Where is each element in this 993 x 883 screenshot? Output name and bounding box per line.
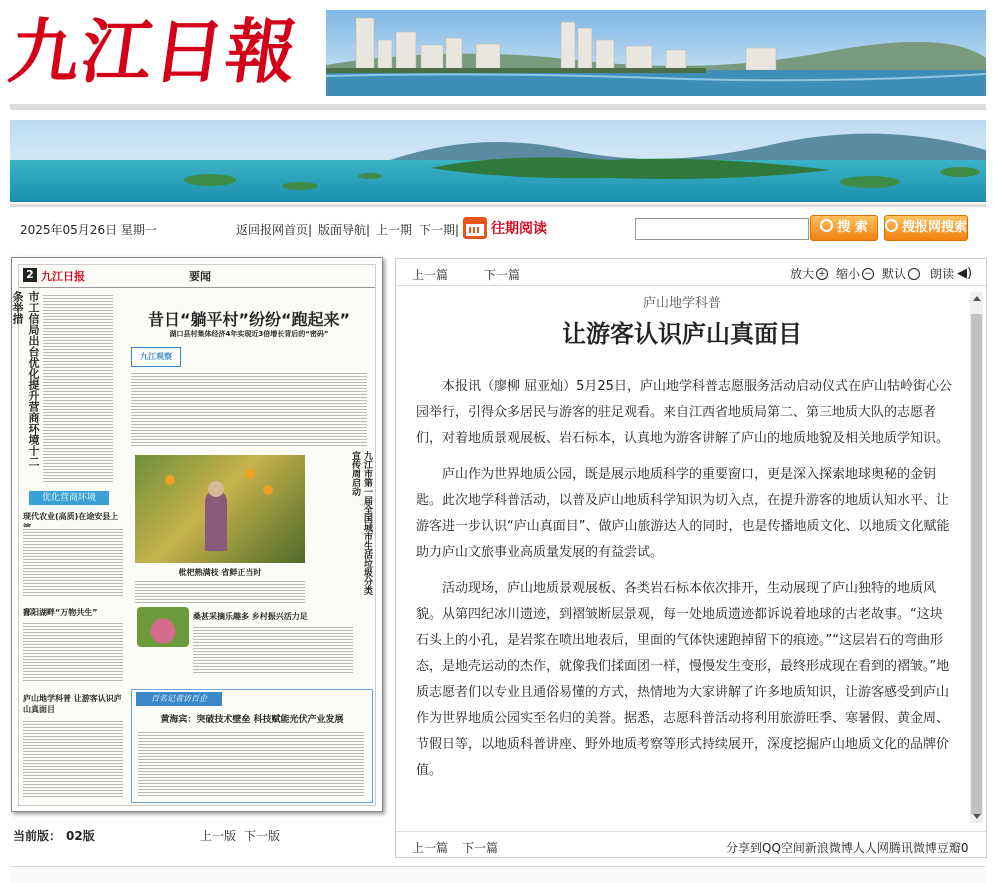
navigation-bar: [10, 213, 986, 243]
scroll-up-icon[interactable]: [973, 296, 981, 301]
left-item-3[interactable]: 庐山地学科普 让游客认识庐山真面目: [23, 694, 122, 714]
newspaper-page-preview[interactable]: [11, 257, 383, 812]
reporter-headline: 黄海宾：突破技术壁垒 科技赋能光伏产业发展: [160, 715, 344, 725]
search-site-button-label: 搜报网搜索: [902, 220, 968, 235]
search-icon: [820, 219, 833, 232]
default-size-button[interactable]: [882, 265, 920, 282]
minus-icon: −: [862, 268, 874, 280]
next-article-link-bottom[interactable]: 下一篇: [462, 841, 499, 855]
lake-panorama-image: [10, 120, 986, 202]
article-text: [416, 374, 953, 794]
newspaper-page: [11, 264, 376, 806]
search-input[interactable]: [635, 218, 809, 240]
read-aloud-label: 朗读: [930, 267, 955, 281]
paper-main-headline[interactable]: 昔日“躺平村”纷纷“跑起来”: [147, 310, 351, 329]
mulberry-photo[interactable]: [137, 607, 189, 647]
scroll-thumb[interactable]: [971, 314, 982, 814]
section-name: 要闻: [189, 270, 211, 283]
left-vertical-headline[interactable]: 市工信局出台优化提升营商环境十二条举措: [11, 291, 40, 467]
zoom-in-button[interactable]: [790, 265, 828, 282]
banner-divider: [10, 204, 986, 207]
reporter-feature-box[interactable]: [131, 689, 373, 803]
article-scrollbar[interactable]: [970, 292, 983, 823]
prev-issue-link[interactable]: 上一期: [376, 223, 413, 237]
home-link[interactable]: 返回报网首页|: [236, 223, 313, 237]
circle-icon: [908, 268, 920, 280]
search-button[interactable]: [810, 215, 878, 241]
edition-value: 02版: [66, 829, 95, 843]
prev-edition-link[interactable]: 上一版: [200, 829, 237, 843]
plus-icon: +: [816, 268, 828, 280]
column-badge: 九江观察: [131, 347, 181, 367]
left-item-1[interactable]: 现代农业(高质)在途安县上: [23, 512, 119, 521]
page-footer: [10, 866, 986, 883]
paper-name: 九江日报: [41, 270, 85, 283]
read-aloud-button[interactable]: [930, 265, 972, 282]
article-footer: [396, 831, 986, 858]
share-links[interactable]: 分享到QQ空间新浪微博人人网腾讯微博豆瓣0: [726, 841, 969, 855]
top-banner-image: [326, 10, 986, 96]
search-button-label: 搜 索: [837, 220, 868, 235]
issue-date: 2025年05月26日 星期一: [20, 223, 157, 237]
article-paragraph: 活动现场，庐山地质景观展板、各类岩石标本依次排开，生动展现了庐山独特的地质风貌。从第四纪冰川遗迹，到褶皱断层景观，每一处地质遗迹都诉说着地球的古老故事。“这块石头上的小孔，是岩浆在喷出地表后，里面的气体快速跑掉留下的痕迹。”“这层岩石的弯曲形态，是地壳运动的杰作，就像我们揉面团一样，慢慢发生变形，最终形成现在看到的褶皱。”地质志愿者们以专业且通俗易懂的方式，热情地为大家讲解了许多地质知识，让游客感受到庐山作为世界地质公园实至名归的美誉。据悉，志愿科普活动将利用旅游旺季、寒暑假、黄金周、节假日等，以地质科普讲座、野外地质考察等形式持续展开，深度挖掘庐山地质文化的品牌价值。: [416, 581, 950, 778]
article-paragraph: 本报讯（廖柳 屈亚灿）5月25日，庐山地学科普志愿服务活动启动仪式在庐山牯岭街心公园举行，引得众多居民与游客的驻足观看。来自江西省地质局第二、第三地质大队的志愿者们，对着地质景观展板、岩石标本，认真地为游客讲解了庐山的地质地貌及相关地质学知识。: [416, 379, 952, 446]
paper-header: [19, 265, 375, 288]
paper-sub-headline: 湖口县村集体经济4年实现近3倍增长背后的“密码”: [169, 330, 329, 338]
article-body: [396, 286, 968, 830]
reporter-badge: 百名记者访百企: [136, 692, 222, 706]
photo-caption: 枇杷熟满枝 省鲜正当时: [178, 568, 262, 577]
article-paragraph: 庐山作为世界地质公园，既是展示地质科学的重要窗口，更是深入探索地球奥秘的金钥匙。此次地学科普活动，以普及庐山地质科学知识为切入点，在提升游客的地质认知水平、让游客进一步认识“庐山真面目”、做庐山旅游达人的同时，也是传播地质文化、以地质文化赋能助力庐山文旅事业高质量发展的有益尝试。: [416, 467, 950, 560]
zoom-in-label: 放大: [790, 267, 815, 281]
article-panel: [395, 258, 987, 858]
calendar-icon: [463, 217, 487, 239]
next-edition-link[interactable]: 下一版: [244, 829, 281, 843]
prev-article-link-bottom[interactable]: 上一篇: [412, 841, 449, 855]
article-title: 让游客认识庐山真面目: [562, 320, 802, 348]
right-vertical-headline[interactable]: 九江市第一届全国城市生活垃圾分类宣传周启动: [350, 451, 372, 595]
loquat-photo[interactable]: [135, 455, 305, 563]
zoom-out-label: 缩小: [836, 267, 861, 281]
article-kicker: 庐山地学科普: [642, 296, 721, 311]
prev-article-link[interactable]: 上一篇: [412, 268, 449, 282]
past-reading-label: 往期阅读: [491, 221, 547, 237]
scroll-down-icon[interactable]: [973, 814, 981, 819]
default-size-label: 默认: [882, 267, 907, 281]
newspaper-logo[interactable]: 九江日報: [4, 10, 304, 93]
left-item-2[interactable]: 鄱阳湖畔“万物共生”: [23, 608, 98, 617]
search-site-button[interactable]: [884, 215, 968, 241]
next-article-link[interactable]: 下一篇: [484, 268, 521, 282]
zoom-out-button[interactable]: [836, 265, 874, 282]
layout-nav-link[interactable]: 版面导航|: [318, 223, 371, 237]
edition-label: 当前版：: [13, 829, 62, 843]
past-reading-link[interactable]: [463, 217, 547, 239]
next-issue-link[interactable]: 下一期|: [419, 223, 460, 237]
page-number: 2: [23, 268, 37, 282]
sub-story-headline[interactable]: 桑甚采摘乐趣多 乡村振兴活力足: [193, 612, 308, 621]
search-icon: [885, 219, 898, 232]
left-box-label: 优化营商环境: [29, 491, 109, 505]
header-divider: [10, 104, 986, 110]
article-toolbar: [396, 259, 986, 286]
speaker-icon: ◀): [957, 266, 973, 281]
